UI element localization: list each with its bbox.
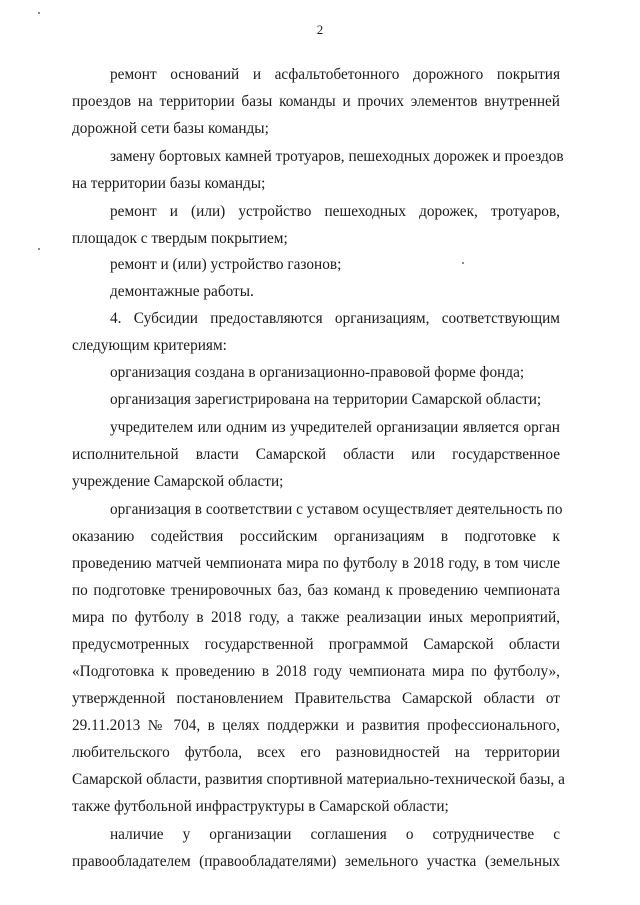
text-line: площадок с твердым покрытием; <box>72 230 288 247</box>
text-line: организация зарегистрирована на территории Самарской области; <box>110 391 542 408</box>
text-line: организация в соответствии с уставом осуществляет деятельность по <box>110 501 563 518</box>
scan-artifact <box>38 248 40 250</box>
text-line: замену бортовых камней тротуаров, пешеходных дорожек и проездов <box>110 148 564 165</box>
text-line: 4. Субсидии предоставляются организациям, соответствующим <box>110 310 560 327</box>
text-line: учредителем или одним из учредителей организации является орган <box>110 419 560 436</box>
text-line: 29.11.2013 № 704, в целях поддержки и развития профессионального, <box>72 717 560 734</box>
text-line: Самарской области, развития спортивной материально-технической базы, а <box>72 771 565 788</box>
text-line: правообладателем (правообладателями) земельного участка (земельных <box>72 853 560 870</box>
text-line: следующим критериям: <box>72 337 227 354</box>
text-line: наличие у организации соглашения о сотрудничестве с <box>110 826 560 843</box>
text-line: проведению матчей чемпионата мира по футболу в 2018 году, в том числе <box>72 555 560 572</box>
text-line: предусмотренных государственной программой Самарской области <box>72 636 560 653</box>
text-line: учреждение Самарской области; <box>72 473 284 490</box>
text-line: ремонт оснований и асфальтобетонного дорожного покрытия <box>110 66 560 83</box>
text-line: демонтажные работы. <box>110 283 254 300</box>
text-line: утвержденной постановлением Правительства Самарской области от <box>72 690 560 707</box>
text-line: также футбольной инфраструктуры в Самарской области; <box>72 798 449 815</box>
text-line: исполнительной власти Самарской области или государственное <box>72 446 560 463</box>
text-line: «Подготовка к проведению в 2018 году чемпионата мира по футболу», <box>72 663 560 680</box>
scan-artifact <box>38 12 40 14</box>
text-line: дорожной сети базы команды; <box>72 120 269 137</box>
text-line: по подготовке тренировочных баз, баз команд к проведению чемпионата <box>72 582 560 599</box>
text-line: оказанию содействия российским организациям в подготовке к <box>72 528 560 545</box>
text-line: проездов на территории базы команды и прочих элементов внутренней <box>72 93 560 110</box>
text-line: организация создана в организационно-правовой форме фонда; <box>110 364 525 381</box>
text-line: мира по футболу в 2018 году, а также реализации иных мероприятий, <box>72 609 560 626</box>
text-line: любительского футбола, всех его разновидностей на территории <box>72 744 560 761</box>
text-line: на территории базы команды; <box>72 175 266 192</box>
text-line: ремонт и (или) устройство пешеходных дорожек, тротуаров, <box>110 203 560 220</box>
text-line: ремонт и (или) устройство газонов; <box>110 256 342 273</box>
page-number: 2 <box>316 22 324 37</box>
